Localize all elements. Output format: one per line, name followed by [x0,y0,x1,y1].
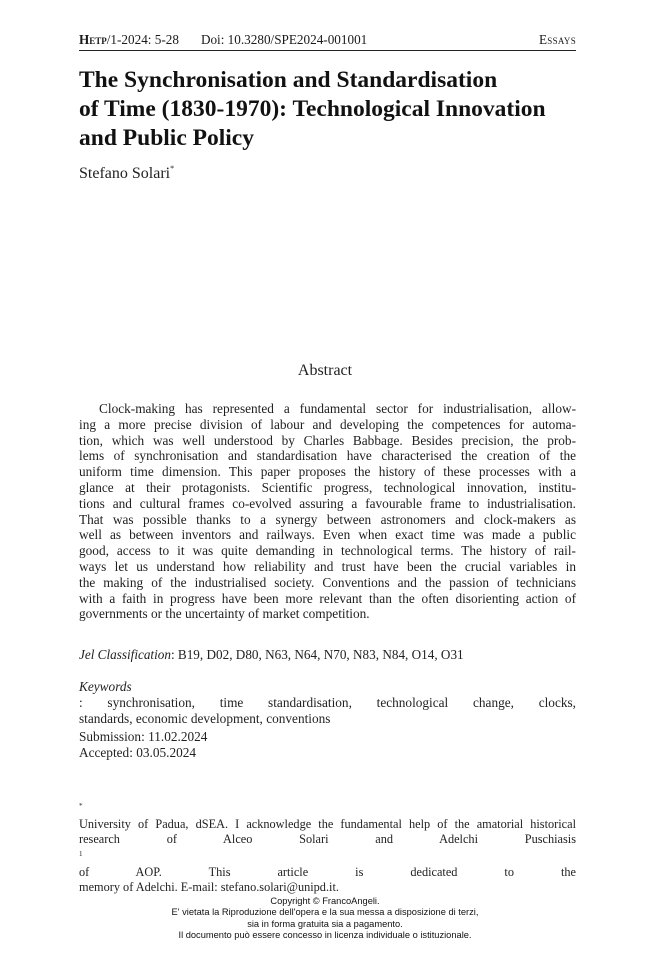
jel-classification [79,647,464,663]
abstract-line: lems of synchronisation and standardisation have characterised the creation of the [79,448,576,464]
abstract-line: glance at their protagonists. Scientific progress, technological innovation, institu- [79,479,576,495]
footnote-text: of AOP. This article is dedicated to the [79,865,576,879]
submission-date: Submission: 11.02.2024 [79,729,208,744]
jel-codes: : B19, D02, D80, N63, N64, N70, N83, N84, O14, O31 [170,647,464,662]
author-byline [79,164,174,183]
abstract-line: tion, which was well understood by Charles Babbage. Besides precision, the prob- [79,432,576,448]
abstract-line: the making of the industrialised society. Conventions and the passion of technicians [79,574,576,590]
footnote-text: research of Alceo Solari and Adelchi Puschiasis [79,832,576,846]
copyright-line: Il documento può essere concesso in licenza individuale o istituzionale. [178,929,472,940]
abstract-line: Clock-making has represented a fundamental sector for industrialisation, allow- [99,401,576,416]
keywords-label: Keywords [79,679,132,694]
abstract-body [79,401,576,622]
article-dates [79,729,207,761]
abstract-heading: Abstract [297,362,353,379]
footnote-line [79,799,576,832]
footnote-mark: 1 [79,850,83,858]
keywords-line [79,679,576,711]
author-name: Stefano Solari [79,165,171,182]
running-header-citation [79,32,367,48]
jel-label: Jel Classification [79,647,171,662]
journal-abbreviation: Hetp [79,32,107,47]
abstract-line: with a faith in progress have been more relevant than the often disorienting action of [79,590,576,606]
abstract-line: ways let us understand how reliability and trust have been the crucial variables in [79,558,576,574]
accepted-date: Accepted: 03.05.2024 [79,745,197,760]
footnote-mark: * [79,802,83,810]
abstract-line: That was possible thanks to a synergy between astronomers and clock-makers as [79,511,576,527]
abstract-line: tions and cultural frames co-evolved assuring a favourable frame to industrialisation. [79,495,576,511]
title-line: of Time (1830-1970): Technological Innovation [79,96,546,122]
running-header [79,32,576,51]
keywords-list: : synchronisation, time standardisation, technological change, clocks, [79,695,576,710]
abstract-line: uniform time dimension. This paper proposes the history of these processes with a [79,464,576,480]
keywords-line: standards, economic development, conventions [79,711,331,726]
section-label: Essays [538,32,576,47]
footnote-text: University of Padua, dSEA. I acknowledge the fundamental help of the amatorial historical [79,817,576,831]
doi-text: Doi: 10.3280/SPE2024-001001 [200,32,368,47]
author-footnote-mark: * [170,164,175,173]
title-line: The Synchronisation and Standardisation [79,67,498,93]
copyright-notice [0,896,650,941]
copyright-line: E' vietata la Riproduzione dell'opera e la sua messa a disposizione di terzi, [171,907,479,918]
copyright-line: sia in forma gratuita sia a pagamento. [247,918,403,929]
abstract-line: well as between inventors and railways. Even when exact time was made a public [79,527,576,543]
footnote-line: memory of Adelchi. E-mail: stefano.solari@unipd.it. [79,880,339,894]
author-footnote [79,799,576,895]
article-title [79,66,599,153]
abstract-line: governments or the uncertainty of market competition. [79,606,370,622]
copyright-line: Copyright © FrancoAngeli. [270,896,380,906]
footnote-line [79,832,576,880]
keywords [79,679,576,727]
abstract-line: good, access to it was quite demanding in technological terms. The history of rail- [79,543,576,559]
abstract-line: ing a more precise division of labour and developing the competences for automa- [79,416,576,432]
issue-pages: /1-2024: 5-28 [106,32,179,47]
title-line: and Public Policy [79,125,254,151]
